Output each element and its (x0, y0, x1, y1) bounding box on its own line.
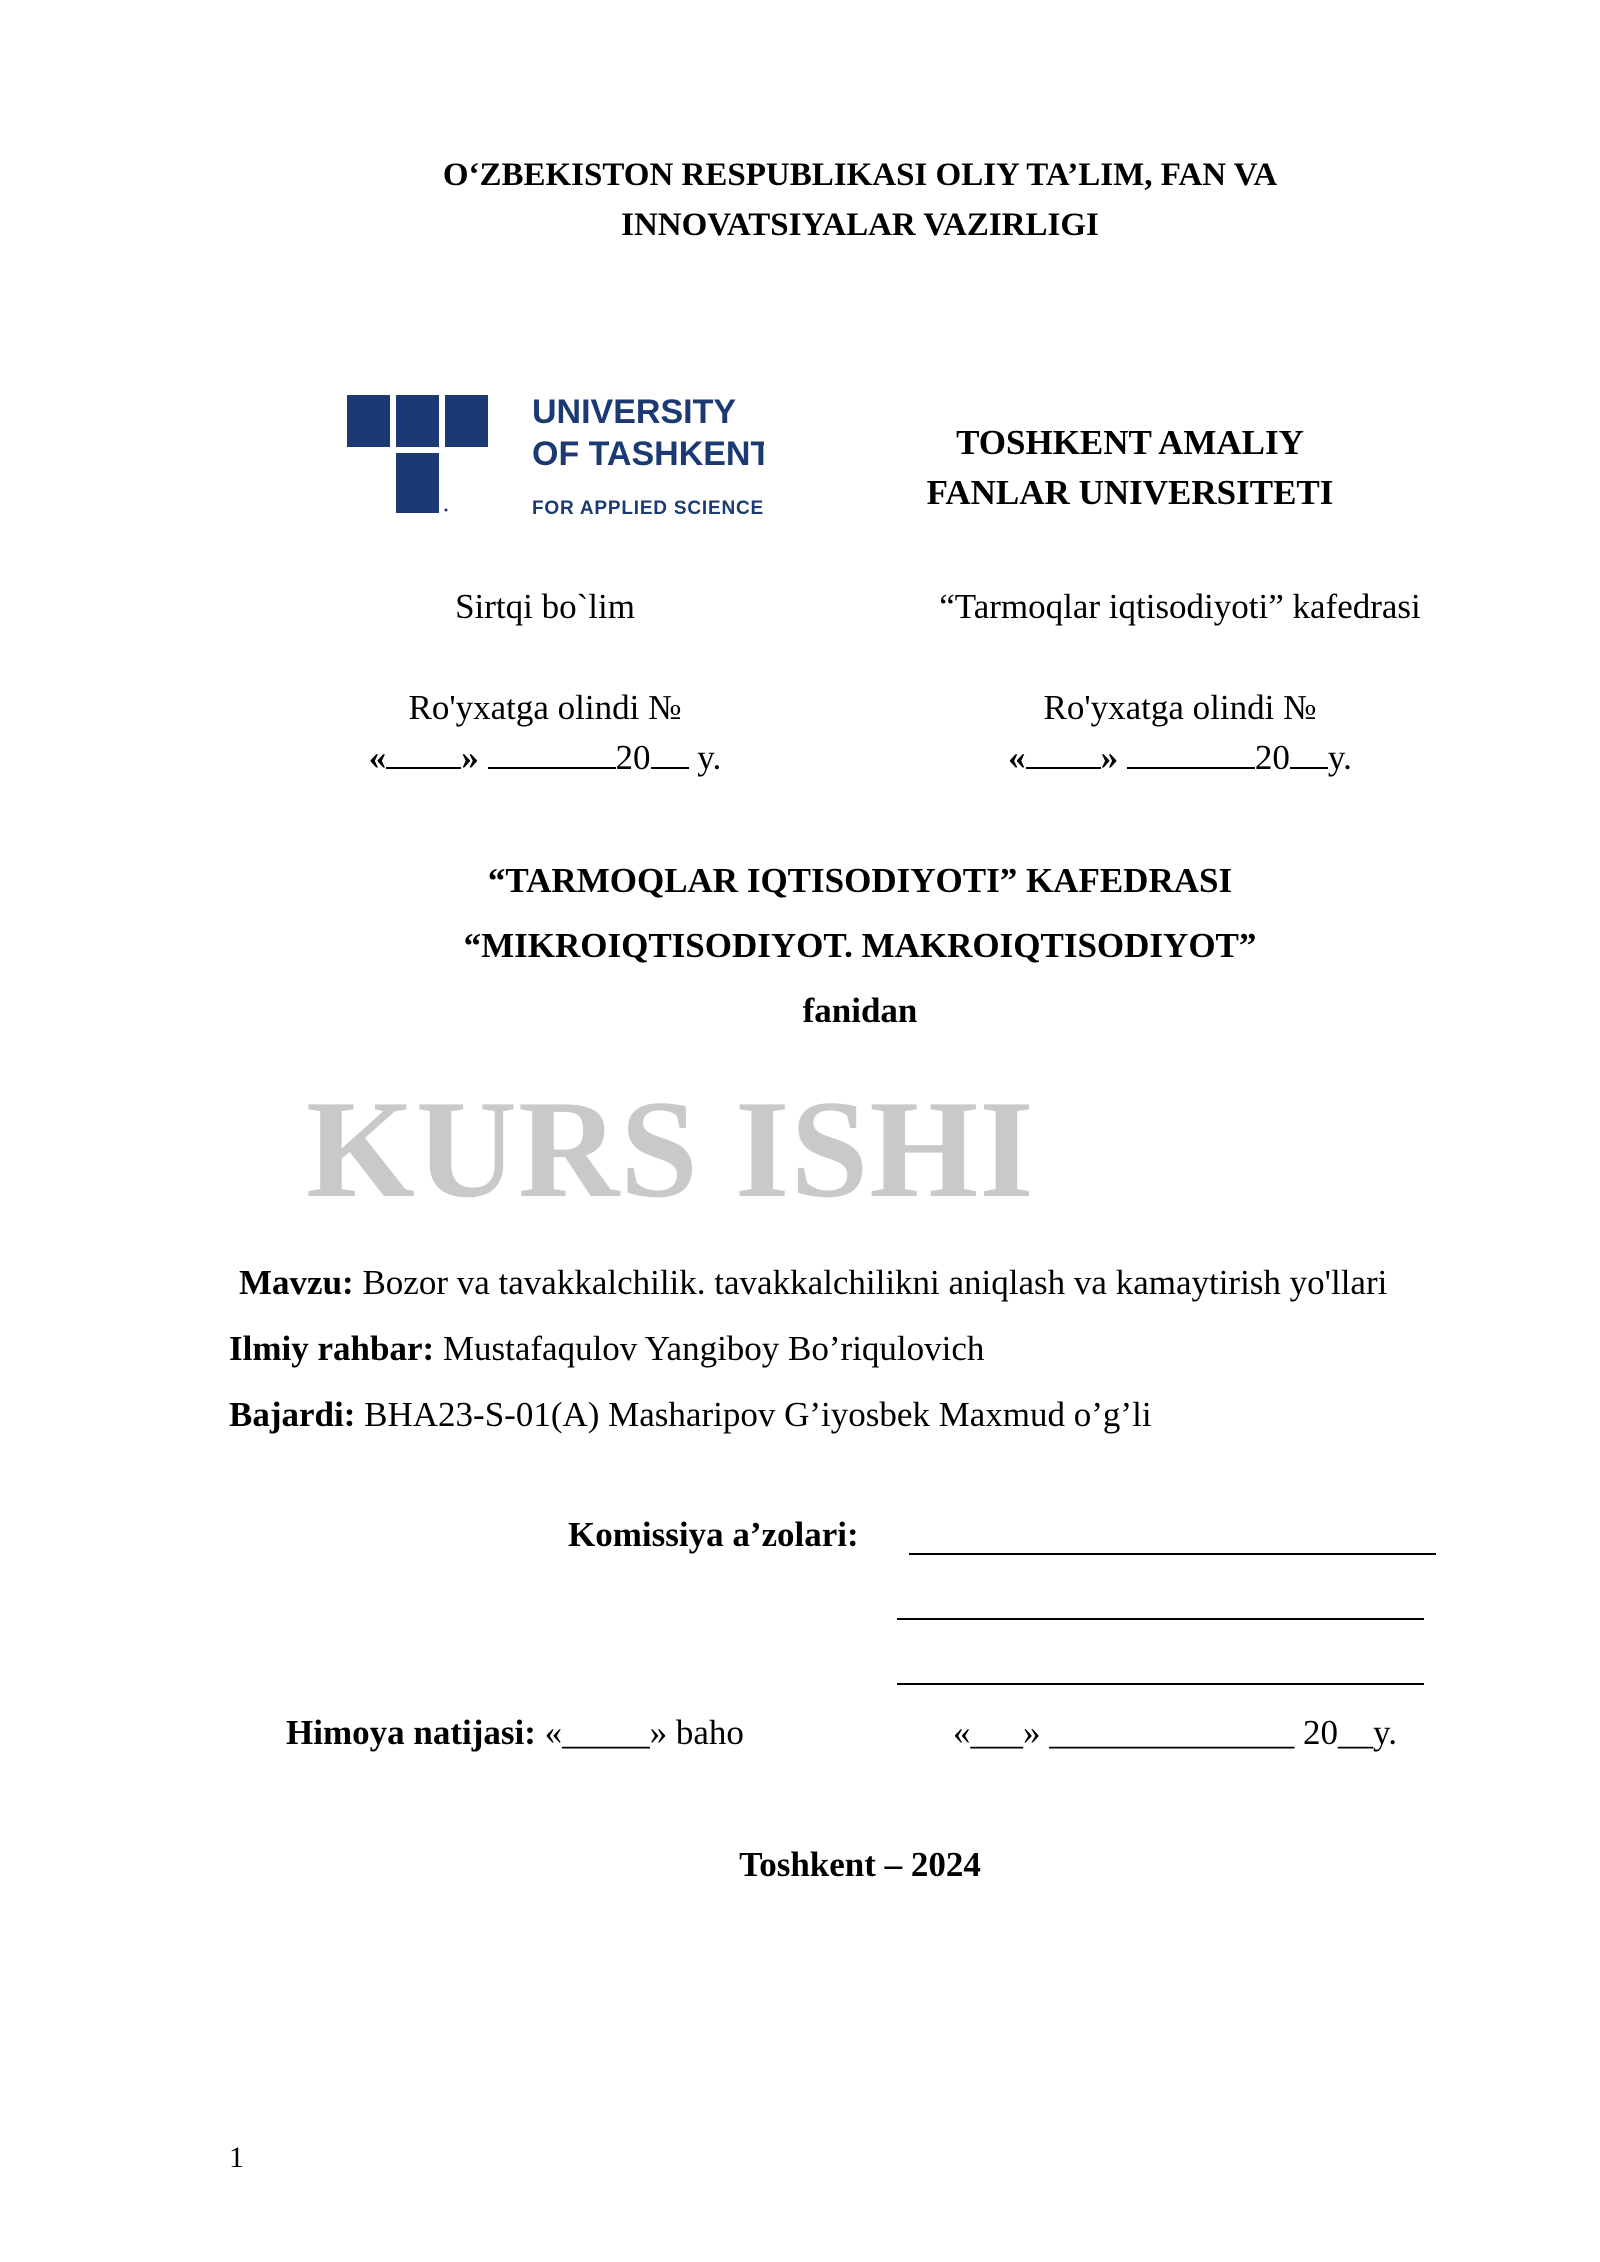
logo-mark-icon (344, 390, 764, 530)
performer-row (229, 1382, 1387, 1448)
university-name (880, 418, 1380, 518)
ministry-header (0, 150, 1600, 250)
commission-line-2 (897, 1618, 1424, 1620)
logo-text-2: OF TASHKENT (532, 435, 764, 473)
defense-label: Himoya natijasi: (286, 1713, 536, 1752)
topic-row (229, 1250, 1387, 1316)
university-name-line-1: TOSHKENT AMALIY (956, 423, 1304, 462)
topic-label: Mavzu: (239, 1263, 354, 1302)
registration-date: « » 20 y. (368, 738, 722, 777)
department-right: “Tarmoqlar iqtisodiyoti” kafedrasi (939, 587, 1421, 626)
university-name-line-2: FANLAR UNIVERSITETI (926, 473, 1334, 512)
registration-date: « » 20 y. (1008, 738, 1352, 777)
registration-right (940, 683, 1420, 783)
commission-line-3 (897, 1683, 1424, 1685)
info-block (229, 1250, 1387, 1448)
ministry-line-2: INNOVATSIYALAR VAZIRLIGI (621, 207, 1099, 243)
city-year: Toshkent – 2024 (739, 1845, 981, 1884)
university-logo (344, 390, 764, 530)
performer-value: BHA23-S-01(A) Masharipov G’iyosbek Maxmud o’g’li (355, 1395, 1152, 1434)
advisor-value: Mustafaqulov Yangiboy Bo’riqulovich (434, 1329, 985, 1368)
topic-value: Bozor va tavakkalchilik. tavakkalchilikni aniqlash va kamaytirish yo'llari (353, 1263, 1388, 1302)
logo-text-1: UNIVERSITY (532, 393, 737, 431)
defense-date: «___» ______________ 20__y. (953, 1713, 1397, 1752)
department-left: Sirtqi bo`lim (455, 587, 635, 626)
fanidan-text: fanidan (802, 991, 918, 1030)
advisor-row (229, 1316, 1387, 1382)
kurs-ishi-title: KURS ISHI (306, 1072, 1035, 1227)
subject-block (0, 848, 1600, 1043)
registration-left (300, 683, 790, 783)
performer-label: Bajardi: (229, 1395, 356, 1434)
page-number: 1 (229, 2141, 244, 2174)
commission-label: Komissiya a’zolari: (568, 1515, 859, 1554)
course-title: “MIKROIQTISODIYOT. MAKROIQTISODIYOT” (463, 926, 1257, 965)
ministry-line-1: O‘ZBEKISTON RESPUBLIKASI OLIY TA’LIM, FAN VA (442, 157, 1278, 193)
advisor-label: Ilmiy rahbar: (229, 1329, 435, 1368)
defense-result (286, 1708, 744, 1758)
registration-label: Ro'yxatga olindi № (408, 688, 682, 727)
registration-label: Ro'yxatga olindi № (1043, 688, 1317, 727)
kafedra-title: “TARMOQLAR IQTISODIYOTI” KAFEDRASI (487, 861, 1233, 900)
commission-line-1 (909, 1553, 1436, 1555)
defense-value: «_____» baho (535, 1713, 744, 1752)
logo-text-3: FOR APPLIED SCIENCES (532, 498, 764, 519)
